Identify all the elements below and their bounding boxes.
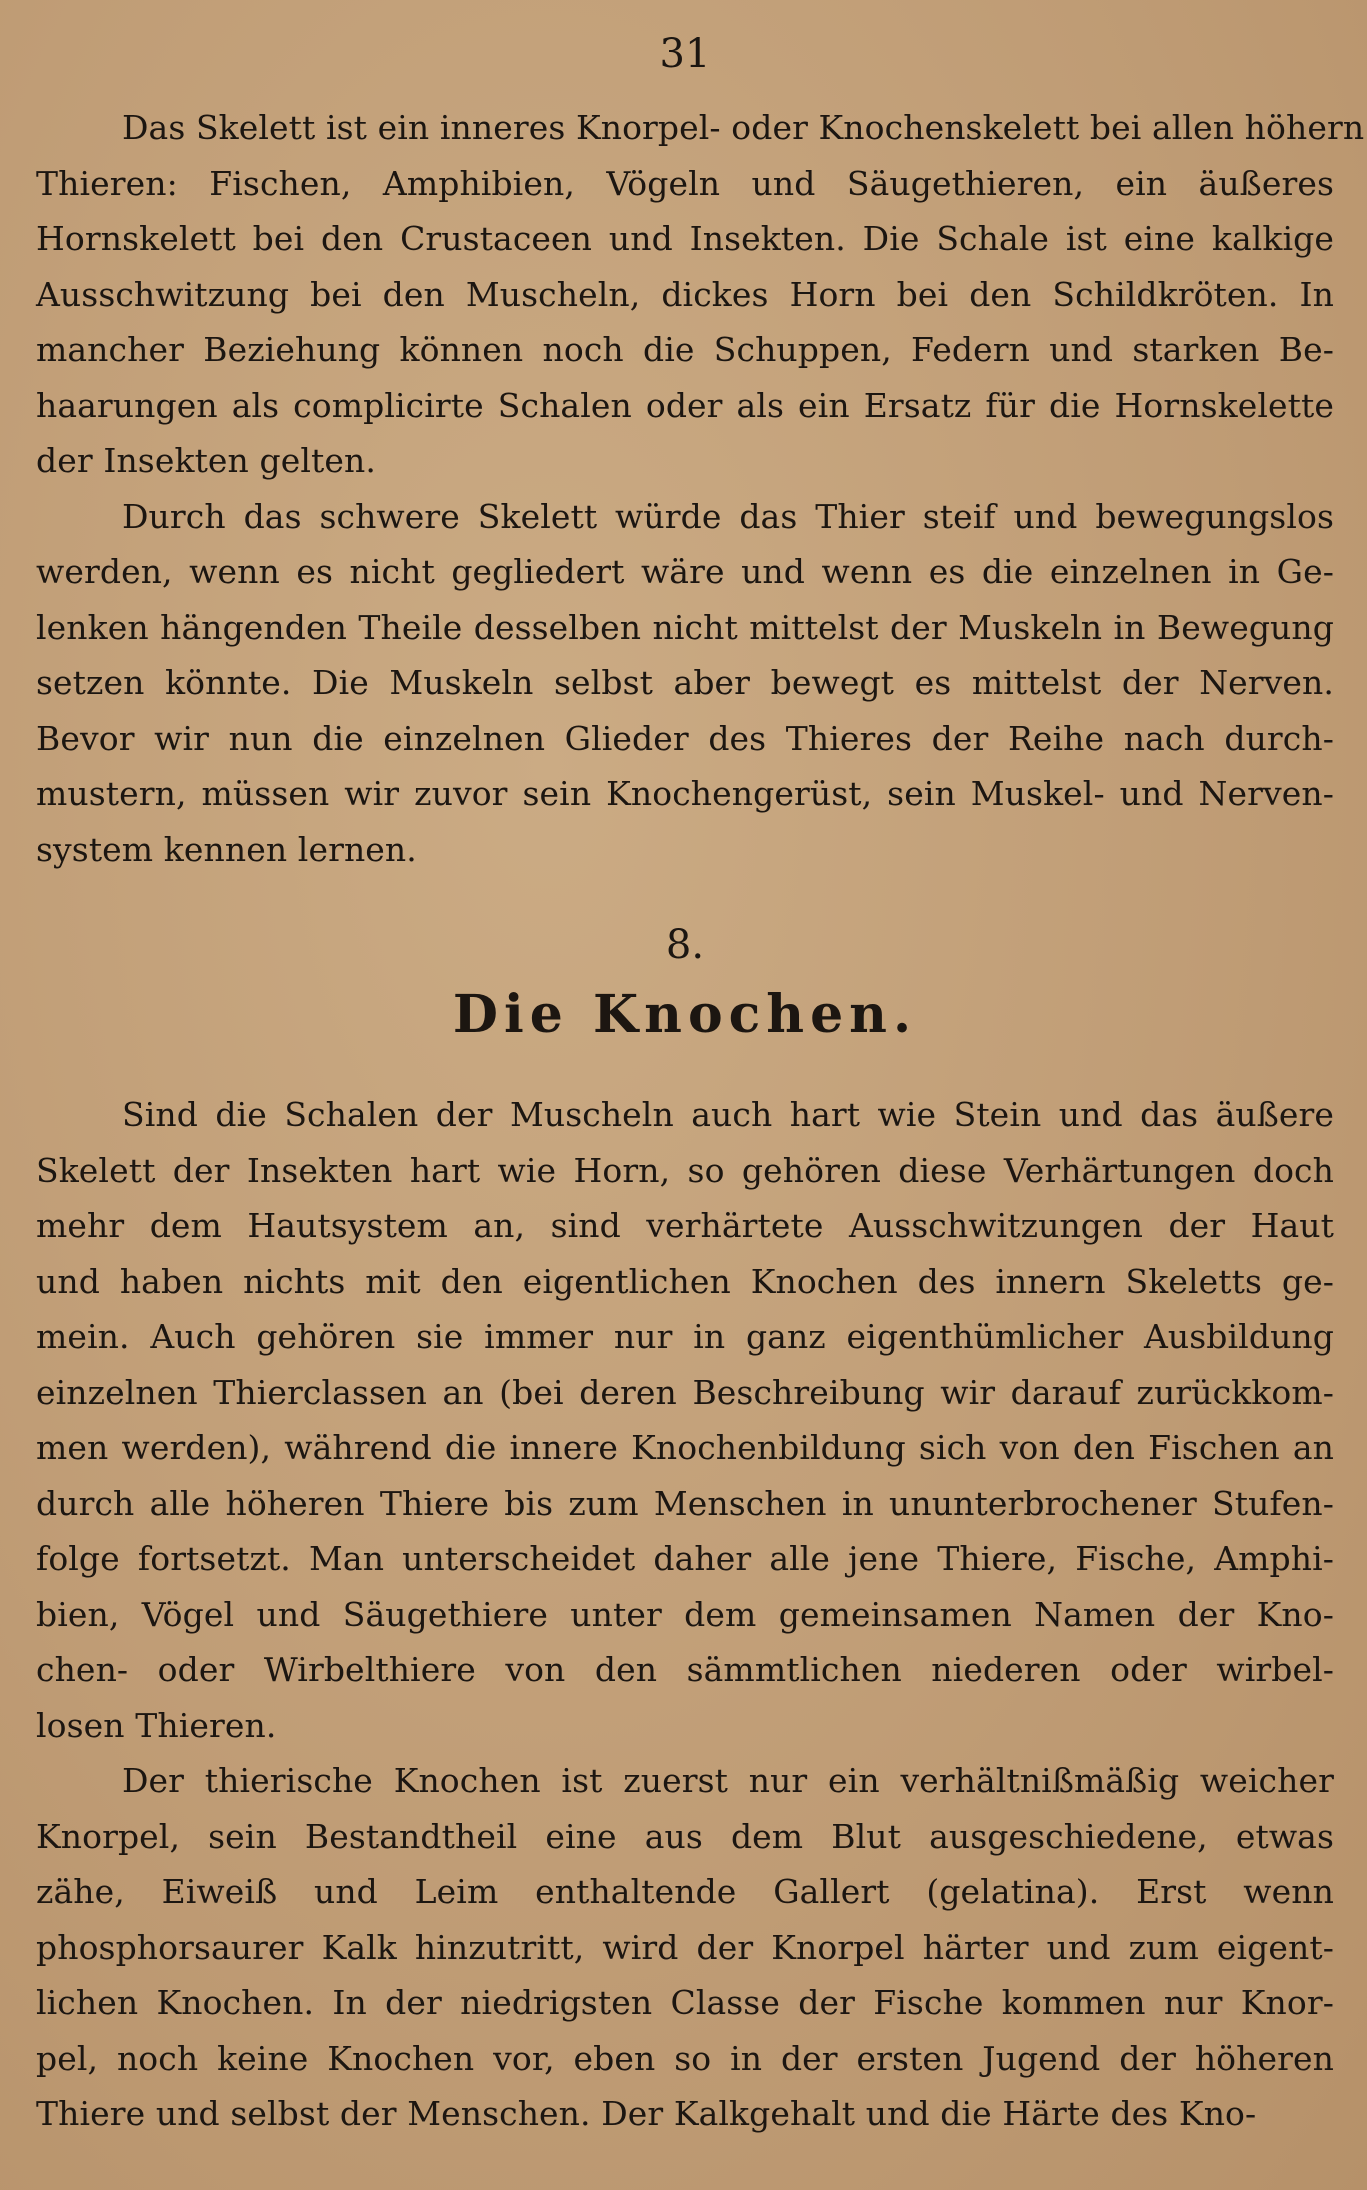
section-number: 8. bbox=[665, 922, 705, 968]
text-line: folge fortsetzt. Man unterscheidet daher alle jene Thiere, Fische, Amphi- bbox=[36, 1539, 1334, 1578]
text-line: Das Skelett ist ein inneres Knorpel- oder Knochenskelett bei allen höhern bbox=[122, 108, 1365, 147]
text-line: chen- oder Wirbelthiere von den sämmtlichen niederen oder wirbel- bbox=[36, 1650, 1334, 1689]
text-line: setzen könnte. Die Muskeln selbst aber bewegt es mittelst der Nerven. bbox=[36, 663, 1334, 702]
text-block-top bbox=[36, 100, 1365, 877]
text-line: Ausschwitzung bei den Muscheln, dickes Horn bei den Schildkröten. In bbox=[36, 274, 1334, 314]
text-line: und haben nichts mit den eigentlichen Knochen des innern Skeletts ge- bbox=[36, 1261, 1334, 1301]
text-line: pel, noch keine Knochen vor, eben so in der ersten Jugend der höheren bbox=[36, 2038, 1334, 2078]
paragraph bbox=[36, 100, 1365, 489]
text-line: mancher Beziehung können noch die Schuppen, Federn und starken Be- bbox=[36, 330, 1334, 369]
text-line: einzelnen Thierclassen an (bei deren Beschreibung wir darauf zurückkom- bbox=[36, 1372, 1334, 1412]
text-line: Bevor wir nun die einzelnen Glieder des Thieres der Reihe nach durch- bbox=[36, 718, 1334, 758]
text-line: mein. Auch gehören sie immer nur in ganz eigenthümlicher Ausbildung bbox=[36, 1317, 1334, 1356]
text-line: zähe, Eiweiß und Leim enthaltende Gallert (gelatina). Erst wenn bbox=[36, 1872, 1334, 1911]
text-line: bien, Vögel und Säugethiere unter dem gemeinsamen Namen der Kno- bbox=[36, 1594, 1334, 1634]
text-line: Knorpel, sein Bestandtheil eine aus dem Blut ausgeschiedene, etwas bbox=[36, 1816, 1334, 1856]
text-line: lichen Knochen. In der niedrigsten Classe der Fische kommen nur Knor- bbox=[36, 1983, 1334, 2022]
text-line: haarungen als complicirte Schalen oder als ein Ersatz für die Hornskelette bbox=[36, 385, 1334, 425]
paragraph bbox=[36, 1087, 1334, 1753]
paragraph bbox=[36, 489, 1334, 878]
text-line: phosphorsaurer Kalk hinzutritt, wird der Knorpel härter und zum eigent- bbox=[36, 1927, 1334, 1967]
text-line: Thiere und selbst der Menschen. Der Kalkgehalt und die Härte des Kno- bbox=[36, 2094, 1257, 2133]
text-line: Der thierische Knochen ist zuerst nur ein verhältnißmäßig weicher bbox=[122, 1761, 1334, 1800]
text-line: Sind die Schalen der Muscheln auch hart wie Stein und das äußere bbox=[122, 1095, 1334, 1134]
text-line: durch alle höheren Thiere bis zum Menschen in ununterbrochener Stufen- bbox=[36, 1483, 1334, 1523]
text-line: der Insekten gelten. bbox=[36, 441, 376, 480]
book-page bbox=[36, 22, 1365, 2172]
text-line: men werden), während die innere Knochenbildung sich von den Fischen an bbox=[36, 1428, 1334, 1467]
page-number: 31 bbox=[659, 31, 711, 77]
text-line: Thieren: Fischen, Amphibien, Vögeln und Säugethieren, ein äußeres bbox=[36, 163, 1334, 203]
text-line: Durch das schwere Skelett würde das Thier steif und bewegungslos bbox=[122, 496, 1334, 536]
text-line: werden, wenn es nicht gegliedert wäre und wenn es die einzelnen in Ge- bbox=[36, 552, 1334, 591]
section-title: Die Knochen. bbox=[452, 984, 918, 1045]
text-line: Skelett der Insekten hart wie Horn, so gehören diese Verhärtungen doch bbox=[36, 1150, 1334, 1190]
text-block-bottom bbox=[36, 1087, 1334, 2142]
text-line: mehr dem Hautsystem an, sind verhärtete Ausschwitzungen der Haut bbox=[36, 1206, 1334, 1245]
text-line: mustern, müssen wir zuvor sein Knochengerüst, sein Muskel- und Nerven- bbox=[36, 774, 1334, 813]
text-line: lenken hängenden Theile desselben nicht mittelst der Muskeln in Bewegung bbox=[36, 607, 1334, 647]
text-line: Hornskelett bei den Crustaceen und Insekten. Die Schale ist eine kalkige bbox=[36, 219, 1334, 258]
text-line: losen Thieren. bbox=[36, 1705, 277, 1745]
text-line: system kennen lernen. bbox=[36, 829, 417, 869]
paragraph bbox=[36, 1753, 1334, 2142]
